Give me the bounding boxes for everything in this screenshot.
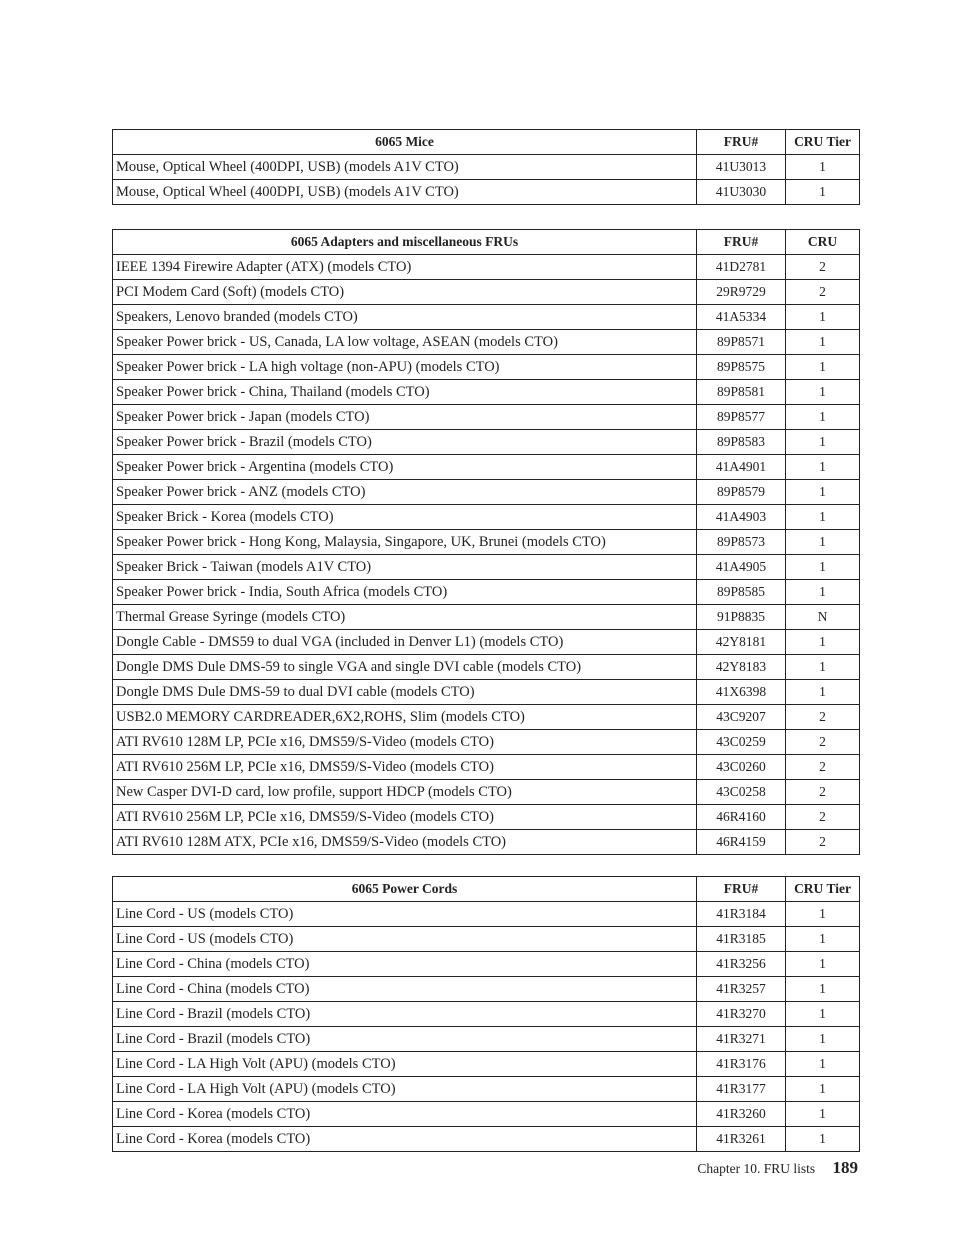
table-row [113,805,860,830]
fru-number: 43C0260 [697,755,786,780]
cru-tier: 1 [786,180,860,205]
fru-number: 41D2781 [697,255,786,280]
cru-tier: 1 [786,405,860,430]
cru-tier: 2 [786,705,860,730]
table-row [113,380,860,405]
cru-tier: 1 [786,1077,860,1102]
cru-tier: 1 [786,902,860,927]
cru-tier: 1 [786,977,860,1002]
part-description: Speaker Brick - Korea (models CTO) [113,505,697,530]
fru-number: 41A4901 [697,455,786,480]
fru-number: 41R3184 [697,902,786,927]
table-row [113,1052,860,1077]
fru-number: 89P8581 [697,380,786,405]
table-row [113,1027,860,1052]
fru-number: 41R3261 [697,1127,786,1152]
part-description: Speaker Power brick - LA high voltage (non-APU) (models CTO) [113,355,697,380]
column-header-description: 6065 Adapters and miscellaneous FRUs [113,230,697,255]
cru-tier: 2 [786,830,860,855]
cru-tier: 1 [786,1002,860,1027]
table-row [113,902,860,927]
cru-tier: N [786,605,860,630]
cru-tier: 1 [786,927,860,952]
cru-tier: 1 [786,480,860,505]
table-row [113,780,860,805]
part-description: Line Cord - LA High Volt (APU) (models CTO) [113,1077,697,1102]
table-row [113,927,860,952]
part-description: ATI RV610 128M ATX, PCIe x16, DMS59/S-Video (models CTO) [113,830,697,855]
table-row [113,530,860,555]
table-row [113,580,860,605]
fru-number: 41R3271 [697,1027,786,1052]
table-row [113,180,860,205]
fru-number: 89P8583 [697,430,786,455]
cru-tier: 2 [786,730,860,755]
part-description: Dongle DMS Dule DMS-59 to dual DVI cable (models CTO) [113,680,697,705]
table-row [113,830,860,855]
part-description: ATI RV610 256M LP, PCIe x16, DMS59/S-Video (models CTO) [113,805,697,830]
fru-number: 41X6398 [697,680,786,705]
table-row [113,705,860,730]
table-row [113,977,860,1002]
fru-number: 42Y8183 [697,655,786,680]
cru-tier: 1 [786,155,860,180]
table-row [113,1102,860,1127]
cru-tier: 2 [786,780,860,805]
column-header-description: 6065 Power Cords [113,877,697,902]
cru-tier: 1 [786,680,860,705]
part-description: Speaker Power brick - ANZ (models CTO) [113,480,697,505]
fru-number: 41A4905 [697,555,786,580]
table-row [113,680,860,705]
fru-number: 89P8579 [697,480,786,505]
table-row [113,952,860,977]
cru-tier: 1 [786,1127,860,1152]
part-description: Speaker Power brick - India, South Africa (models CTO) [113,580,697,605]
part-description: Line Cord - China (models CTO) [113,977,697,1002]
fru-number: 46R4159 [697,830,786,855]
fru-number: 41R3176 [697,1052,786,1077]
fru-number: 41U3013 [697,155,786,180]
page-number: 189 [832,1158,858,1177]
part-description: Speaker Power brick - Brazil (models CTO) [113,430,697,455]
part-description: Line Cord - Brazil (models CTO) [113,1002,697,1027]
cru-tier: 1 [786,1102,860,1127]
cru-tier: 1 [786,952,860,977]
fru-number: 41R3270 [697,1002,786,1027]
part-description: IEEE 1394 Firewire Adapter (ATX) (models CTO) [113,255,697,280]
table-row [113,1077,860,1102]
part-description: Speaker Power brick - US, Canada, LA low voltage, ASEAN (models CTO) [113,330,697,355]
part-description: Line Cord - US (models CTO) [113,902,697,927]
part-description: Line Cord - LA High Volt (APU) (models CTO) [113,1052,697,1077]
column-header-description: 6065 Mice [113,130,697,155]
column-header-cru: CRU [786,230,860,255]
table-row [113,305,860,330]
table-row [113,655,860,680]
table-row [113,280,860,305]
part-description: Line Cord - US (models CTO) [113,927,697,952]
column-header-cru: CRU Tier [786,130,860,155]
part-description: Line Cord - Korea (models CTO) [113,1127,697,1152]
part-description: Mouse, Optical Wheel (400DPI, USB) (models A1V CTO) [113,155,697,180]
cru-tier: 2 [786,805,860,830]
part-description: Line Cord - Brazil (models CTO) [113,1027,697,1052]
fru-number: 41R3177 [697,1077,786,1102]
fru-number: 41R3260 [697,1102,786,1127]
part-description: New Casper DVI-D card, low profile, support HDCP (models CTO) [113,780,697,805]
page-footer [697,1158,858,1178]
part-description: PCI Modem Card (Soft) (models CTO) [113,280,697,305]
table-row [113,555,860,580]
part-description: Mouse, Optical Wheel (400DPI, USB) (models A1V CTO) [113,180,697,205]
part-description: Dongle Cable - DMS59 to dual VGA (included in Denver L1) (models CTO) [113,630,697,655]
fru-number: 89P8575 [697,355,786,380]
table-row [113,505,860,530]
cru-tier: 1 [786,555,860,580]
fru-number: 29R9729 [697,280,786,305]
chapter-title: Chapter 10. FRU lists [697,1161,816,1176]
cru-tier: 1 [786,380,860,405]
fru-number: 41A4903 [697,505,786,530]
fru-number: 41R3257 [697,977,786,1002]
table-header-row [113,877,860,902]
fru-number: 42Y8181 [697,630,786,655]
fru-number: 41U3030 [697,180,786,205]
fru-number: 89P8585 [697,580,786,605]
fru-number: 89P8573 [697,530,786,555]
cru-tier: 1 [786,655,860,680]
part-description: Speaker Power brick - Japan (models CTO) [113,405,697,430]
column-header-cru: CRU Tier [786,877,860,902]
table-row [113,1127,860,1152]
column-header-fru: FRU# [697,130,786,155]
fru-number: 46R4160 [697,805,786,830]
table-row [113,155,860,180]
part-description: Line Cord - China (models CTO) [113,952,697,977]
table-header-row [113,230,860,255]
mice-fru-table [112,129,860,205]
table-row [113,430,860,455]
part-description: USB2.0 MEMORY CARDREADER,6X2,ROHS, Slim (models CTO) [113,705,697,730]
table-row [113,455,860,480]
fru-number: 89P8577 [697,405,786,430]
cru-tier: 1 [786,355,860,380]
table-row [113,755,860,780]
adapters-fru-table [112,229,860,855]
column-header-fru: FRU# [697,230,786,255]
cru-tier: 1 [786,530,860,555]
cru-tier: 1 [786,505,860,530]
cru-tier: 2 [786,255,860,280]
part-description: ATI RV610 256M LP, PCIe x16, DMS59/S-Video (models CTO) [113,755,697,780]
fru-number: 91P8835 [697,605,786,630]
cru-tier: 1 [786,630,860,655]
cru-tier: 1 [786,305,860,330]
table-row [113,1002,860,1027]
part-description: Speaker Power brick - China, Thailand (models CTO) [113,380,697,405]
table-row [113,730,860,755]
table-header-row [113,130,860,155]
table-row [113,355,860,380]
cru-tier: 1 [786,330,860,355]
part-description: Speaker Power brick - Hong Kong, Malaysia, Singapore, UK, Brunei (models CTO) [113,530,697,555]
table-row [113,330,860,355]
fru-number: 43C9207 [697,705,786,730]
table-row [113,605,860,630]
power-cords-fru-table [112,876,860,1152]
fru-number: 41A5334 [697,305,786,330]
part-description: ATI RV610 128M LP, PCIe x16, DMS59/S-Video (models CTO) [113,730,697,755]
cru-tier: 1 [786,430,860,455]
cru-tier: 1 [786,1027,860,1052]
table-row [113,630,860,655]
part-description: Line Cord - Korea (models CTO) [113,1102,697,1127]
cru-tier: 1 [786,455,860,480]
cru-tier: 2 [786,755,860,780]
part-description: Thermal Grease Syringe (models CTO) [113,605,697,630]
cru-tier: 1 [786,1052,860,1077]
table-row [113,405,860,430]
fru-number: 43C0258 [697,780,786,805]
fru-number: 41R3256 [697,952,786,977]
fru-number: 41R3185 [697,927,786,952]
part-description: Dongle DMS Dule DMS-59 to single VGA and single DVI cable (models CTO) [113,655,697,680]
fru-number: 89P8571 [697,330,786,355]
part-description: Speakers, Lenovo branded (models CTO) [113,305,697,330]
fru-number: 43C0259 [697,730,786,755]
column-header-fru: FRU# [697,877,786,902]
table-row [113,480,860,505]
part-description: Speaker Power brick - Argentina (models CTO) [113,455,697,480]
cru-tier: 2 [786,280,860,305]
table-row [113,255,860,280]
cru-tier: 1 [786,580,860,605]
part-description: Speaker Brick - Taiwan (models A1V CTO) [113,555,697,580]
